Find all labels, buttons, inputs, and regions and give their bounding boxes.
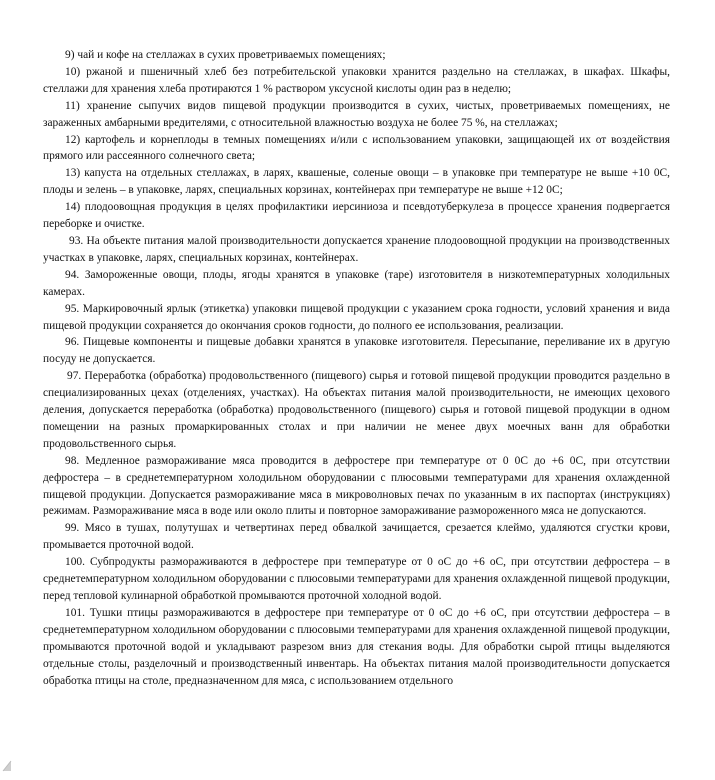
paragraph-item-12: 12) картофель и корнеплоды в темных помещениях и/или с использованием упаковки, защищающей их от воздействия прямого или рассеянного солнечного света;: [43, 133, 670, 163]
paragraph-93: 93. На объекте питания малой производительности допускается хранение плодоовощной продукции на производственных участках в упаковке, ларях, специальных корзинах, контейнерах.: [43, 234, 670, 264]
paragraph-97: 97. Переработка (обработка) продовольственного (пищевого) сырья и готовой пищевой продукции проводится раздельно в специализированных цехах (отделениях, участках). На объектах питания малой производительности, не имеющих цехового деления, допускается переработка (обработка) продовольственного (пищевого) сырья и готовой пищевой продукции в одном помещении на разных промаркированных столах и при наличии не менее двух моечных ванн для обработки продовольственного сырья.: [43, 370, 670, 450]
paragraph-96: 96. Пищевые компоненты и пищевые добавки хранятся в упаковке изготовителя. Пересыпание, переливание их в другую посуду не допускается.: [43, 336, 670, 366]
paragraph-101: 101. Тушки птицы размораживаются в дефростере при температуре от 0 оС до +6 оС, при отсутствии дефростера – в среднетемпературном холодильном оборудовании с плюсовыми температурами для хранения охлажденной пищевой продукции, промываются проточной водой и укладывают разрезом вниз для стекания воды. Для обработки сырой птицы выделяются отдельные столы, разделочный и производственный инвентарь. На объектах питания малой производительности допускается обработка птицы на столе, предназначенном для мяса, с использованием отдельного: [43, 606, 670, 687]
paragraph-99: 99. Мясо в тушах, полутушах и четвертинах перед обвалкой зачищается, срезается клеймо, удаляются сгустки крови, промывается проточной водой.: [43, 522, 670, 552]
paragraph-94: 94. Замороженные овощи, плоды, ягоды хранятся в упаковке (таре) изготовителя в низкотемпературных холодильных камерах.: [43, 268, 670, 298]
paragraph-item-10: 10) ржаной и пшеничный хлеб без потребительской упаковки хранится раздельно на стеллажах, в шкафах. Шкафы, стеллажи для хранения хлеба протираются 1 % раствором уксусной кислоты один раз в неделю;: [43, 65, 670, 95]
paragraph-item-14: 14) плодоовощная продукция в целях профилактики иерсиниоза и псевдотуберкулеза в процессе хранения подвергается переборке и очистке.: [43, 201, 670, 231]
paragraph-item-11: 11) хранение сыпучих видов пищевой продукции производится в сухих, чистых, проветриваемых помещениях, не зараженных амбарными вредителями, с относительной влажностью воздуха не более 75 %, на стеллажах;: [43, 99, 670, 129]
paragraph-98: 98. Медленное размораживание мяса проводится в дефростере при температуре от 0 0С до +6 0С, при отсутствии дефростера – в среднетемпературном холодильном оборудовании с плюсовыми температурами для хранения охлажденной пищевой продукции. Допускается размораживание мяса в микроволновых печах по указанным в их паспортах (инструкциях) режимам. Размораживание мяса в воде или около плиты и повторное замораживание размороженного мяса не допускаются.: [43, 454, 670, 518]
paragraph-item-9: 9) чай и кофе на стеллажах в сухих проветриваемых помещениях;: [65, 49, 386, 61]
paragraph-95: 95. Маркировочный ярлык (этикетка) упаковки пищевой продукции с указанием срока годности, условий хранения и вида пищевой продукции сохраняется до окончания сроков годности, до полного ее использования, реализации.: [43, 302, 670, 332]
document-page: [43, 47, 670, 689]
page-corner-arrow-icon: [2, 758, 12, 772]
paragraph-100: 100. Субпродукты размораживаются в дефростере при температуре от 0 оС до +6 оС, при отсутствии дефростера – в среднетемпературном холодильном оборудовании с плюсовыми температурами для хранения охлажденной пищевой продукции, перед тепловой кулинарной обработкой промываются проточной холодной водой.: [43, 556, 670, 602]
paragraph-item-13: 13) капуста на отдельных стеллажах, в ларях, квашеные, соленые овощи – в упаковке при температуре не выше +10 0С, плоды и зелень – в упаковке, ларях, специальных корзинах, контейнерах при температуре не выше +12 0С;: [43, 167, 670, 197]
